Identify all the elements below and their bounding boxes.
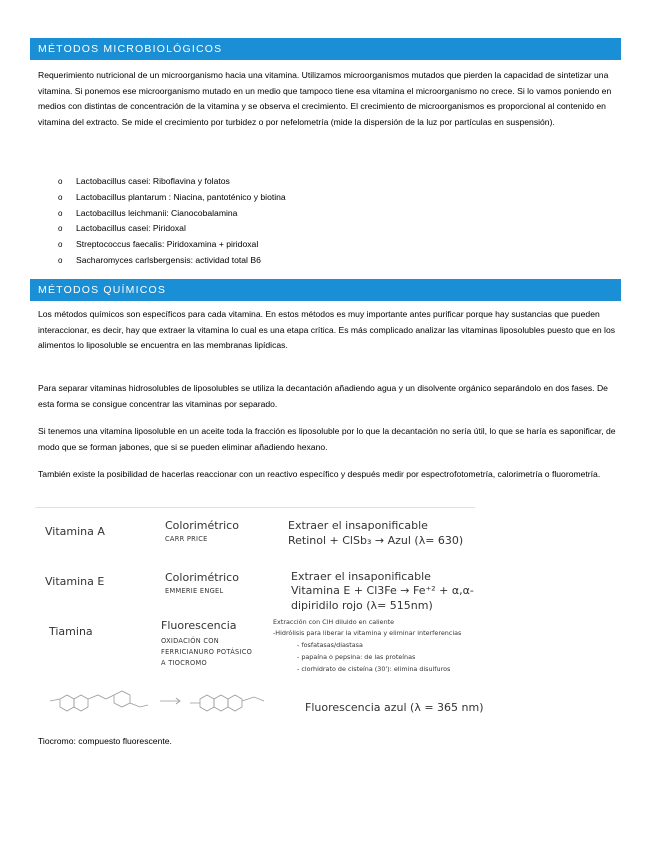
ring-1 — [60, 695, 74, 711]
thiochrome-reaction-structures — [40, 679, 280, 719]
tiamina-note-1: Extracción con ClH diluido en caliente — [273, 618, 395, 626]
tiamina-note-4: - papaína o pepsina: de las proteínas — [297, 653, 416, 661]
ring-6 — [228, 695, 242, 711]
tiamina-result: Fluorescencia azul (λ = 365 nm) — [305, 701, 484, 714]
figure-caption: Tiocromo: compuesto fluorescente. — [38, 736, 172, 746]
reaction-arrow — [160, 698, 180, 704]
list-item: o Sacharomyces carlsbergensis: actividad total B6 — [58, 253, 286, 269]
section-header-quimicos: MÉTODOS QUÍMICOS — [30, 279, 621, 301]
tiamina-note-2: -Hidrólisis para liberar la vitamina y eliminar interferencias — [273, 629, 462, 637]
vitamin-a-label: Vitamina A — [45, 525, 105, 538]
tiamina-method-sub-3: A TIOCROMO — [161, 659, 208, 667]
vitamin-e-label: Vitamina E — [45, 575, 105, 588]
ring-4 — [200, 695, 214, 711]
bullet-icon: o — [58, 177, 63, 186]
paragraph-quimicos-2: Para separar vitaminas hidrosolubles de liposolubles se utiliza la decantación añadiendo agua y un disolvente orgánico separándolo en dos fases. De esta forma se consigue concentrar las vitaminas por separado. — [38, 383, 608, 409]
vitamin-methods-figure — [35, 507, 484, 722]
figure-top-rule — [35, 507, 475, 508]
vitamin-e-desc-1: Extraer el insaponificable — [291, 570, 431, 583]
bullet-icon: o — [58, 224, 63, 234]
paragraph-microbiologicos: Requerimiento nutricional de un microorganismo hacia una vitamina. Utilizamos microorganismos mutados que pierden la capacidad de sintetizar una vitamina. Si ponemos ese microorganismo mutado en un medio que tampoco tiene esa vitamina el microorganismo no crece. Si lo vamos poniendo en medios con distintas de concentración de la vitamina y se observa el crecimiento. El crecimiento de microorganismos es proporcional al contenido en vitamina del extracto. Se mide el crecimiento por turbidez o por nefelometría (mide la dispersión de la luz por partículas en suspensión). — [38, 70, 612, 127]
paragraph-quimicos-1: Los métodos químicos son específicos para cada vitamina. En estos métodos es muy importante antes purificar porque hay sustancias que pueden interaccionar, es decir, hay que extraer la vitamina lo cual es una etapa crítica. Es más complicado analizar las vitaminas liposolubles puesto que en los alimentos lo liposoluble se encuentra en las membranas lipídicas. — [38, 309, 616, 351]
section-header-microbiologicos: MÉTODOS MICROBIOLÓGICOS — [30, 38, 621, 60]
ring-5 — [214, 695, 228, 711]
ring-2 — [74, 695, 88, 711]
vitamin-a-method-sub: CARR PRICE — [165, 535, 208, 543]
paragraph-quimicos-3: Si tenemos una vitamina liposoluble en un aceite toda la fracción es liposoluble por lo que la decantación no sería útil, lo que se haría es saponificar, de modo que se forman jabones, que si se pueden eliminar añadiendo hexano. — [38, 426, 616, 452]
ring-3 — [114, 691, 130, 707]
tiamina-method: Fluorescencia — [161, 619, 237, 632]
vitamin-a-desc-1: Extraer el insaponificable — [288, 519, 428, 532]
list-item: o Lactobacillus casei: Piridoxal — [58, 221, 286, 237]
tiamina-note-3: - fosfatasas/diastasa — [297, 641, 363, 649]
chain-3 — [190, 697, 264, 703]
list-item: o Lactobacillus leichmanii: Cianocobalamina — [58, 206, 286, 222]
vitamin-e-method-sub: EMMERIE ENGEL — [165, 587, 224, 595]
vitamin-e-desc-3: dipiridilo rojo (λ= 515nm) — [291, 599, 433, 612]
tiamina-method-sub-1: OXIDACIÓN CON — [161, 637, 219, 645]
paragraph-quimicos-4: También existe la posibilidad de hacerlas reaccionar con un reactivo específico y después medir por espectrofotometría, calorimetría o fluorometría. — [38, 469, 601, 479]
chain-2 — [130, 703, 148, 707]
vitamin-e-desc-2: Vitamina E + Cl3Fe → Fe⁺² + α,α- — [291, 584, 474, 597]
tiamina-method-sub-2: FERRICIANURO POTÁSICO — [161, 648, 253, 656]
bullet-icon: o — [58, 192, 63, 202]
tiamina-label: Tiamina — [49, 625, 93, 638]
list-item: o Streptococcus faecalis: Piridoxamina + piridoxal — [58, 237, 286, 253]
vitamin-e-method: Colorimétrico — [165, 571, 239, 584]
list-item: o Lactobacillus plantarum : Niacina, pantoténico y biotina — [58, 190, 286, 206]
tiamina-note-5: - clorhidrato de cisteína (30'): elimina disulfuros — [297, 665, 451, 673]
vitamin-a-desc-2: Retinol + ClSb₃ → Azul (λ= 630) — [288, 534, 464, 547]
list-item: o Lactobacillus casei: Riboflavina y folatos — [58, 174, 286, 190]
vitamin-a-method: Colorimétrico — [165, 519, 239, 532]
bullet-icon: o — [58, 255, 63, 265]
bullet-icon: o — [58, 240, 63, 250]
bullet-icon: o — [58, 208, 63, 218]
microorganism-list — [58, 174, 286, 269]
